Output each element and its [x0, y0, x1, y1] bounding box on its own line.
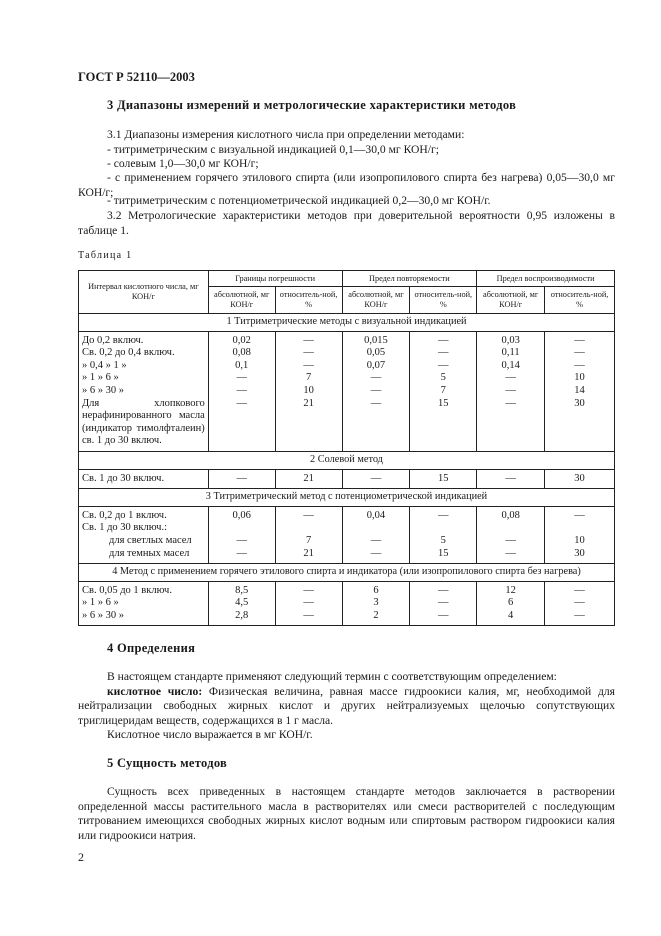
- section-row: [79, 314, 615, 332]
- value-cell: —: [342, 548, 410, 564]
- value-cell: [208, 522, 275, 535]
- value-cell: —: [275, 610, 342, 626]
- section-row: [79, 451, 615, 469]
- value-cell: —: [275, 331, 342, 347]
- table-caption: Таблица 1: [78, 250, 133, 261]
- list-item: - солевым 1,0—30,0 мг КОН/г;: [107, 157, 259, 171]
- value-cell: —: [275, 597, 342, 610]
- value-cell: —: [410, 360, 477, 373]
- paragraph-4-2: Кислотное число выражается в мг КОН/г.: [107, 728, 313, 742]
- value-cell: —: [545, 597, 615, 610]
- section-row: [79, 489, 615, 507]
- header-interval: Интервал кислотного числа, мг КОН/г: [79, 271, 209, 314]
- value-cell: 21: [275, 398, 342, 452]
- table-body: [79, 314, 615, 626]
- value-cell: —: [342, 385, 410, 398]
- table-row: [79, 548, 615, 564]
- value-cell: —: [208, 548, 275, 564]
- interval-cell: Для хлопкового нерафинированного масла (индикатор тимолфталеин) св. 1 до 30 включ.: [79, 398, 209, 452]
- value-cell: 14: [545, 385, 615, 398]
- value-cell: [342, 522, 410, 535]
- table-row: [79, 610, 615, 626]
- table-row: [79, 469, 615, 489]
- header-rel: относитель-ной, %: [410, 287, 477, 314]
- value-cell: 0,1: [208, 360, 275, 373]
- interval-cell: » 0,4 » 1 »: [79, 360, 209, 373]
- value-cell: 30: [545, 398, 615, 452]
- value-cell: 6: [477, 597, 545, 610]
- value-cell: —: [477, 469, 545, 489]
- table-row: [79, 331, 615, 347]
- table-row: [79, 581, 615, 597]
- value-cell: —: [477, 398, 545, 452]
- interval-cell: Св. 0,2 до 1 включ.: [79, 506, 209, 522]
- interval-cell: Св. 0,2 до 0,4 включ.: [79, 347, 209, 360]
- interval-cell: До 0,2 включ.: [79, 331, 209, 347]
- value-cell: —: [410, 506, 477, 522]
- interval-cell: » 6 » 30 »: [79, 610, 209, 626]
- table-row: [79, 535, 615, 548]
- section-4-title: 4 Определения: [107, 641, 196, 655]
- interval-cell: Св. 0,05 до 1 включ.: [79, 581, 209, 597]
- value-cell: [410, 522, 477, 535]
- table-row: [79, 360, 615, 373]
- table-row: [79, 597, 615, 610]
- value-cell: —: [342, 398, 410, 452]
- document-header: ГОСТ Р 52110—2003: [78, 70, 195, 84]
- page-number: 2: [78, 850, 84, 864]
- header-abs: абсолютной, мг КОН/г: [477, 287, 545, 314]
- value-cell: 0,05: [342, 347, 410, 360]
- value-cell: 10: [545, 372, 615, 385]
- value-cell: 4,5: [208, 597, 275, 610]
- value-cell: —: [208, 469, 275, 489]
- value-cell: 0,02: [208, 331, 275, 347]
- value-cell: 7: [275, 535, 342, 548]
- value-cell: —: [545, 506, 615, 522]
- paragraph-4-1: В настоящем стандарте применяют следующий термин с соответствующим определением:: [107, 670, 557, 683]
- value-cell: [545, 522, 615, 535]
- value-cell: —: [477, 548, 545, 564]
- value-cell: —: [410, 331, 477, 347]
- section-3-title: 3 Диапазоны измерений и метрологические характеристики методов: [107, 98, 517, 112]
- value-cell: 2: [342, 610, 410, 626]
- header-rel: относитель-ной, %: [275, 287, 342, 314]
- value-cell: —: [410, 581, 477, 597]
- value-cell: —: [342, 535, 410, 548]
- value-cell: 0,07: [342, 360, 410, 373]
- value-cell: 0,08: [208, 347, 275, 360]
- value-cell: 7: [410, 385, 477, 398]
- value-cell: 3: [342, 597, 410, 610]
- value-cell: 0,04: [342, 506, 410, 522]
- value-cell: —: [477, 385, 545, 398]
- section-5-title: 5 Сущность методов: [107, 756, 228, 770]
- value-cell: —: [545, 331, 615, 347]
- section-3-body: [107, 128, 615, 172]
- value-cell: 12: [477, 581, 545, 597]
- interval-cell: для темных масел: [79, 548, 209, 564]
- value-cell: 0,015: [342, 331, 410, 347]
- value-cell: —: [342, 469, 410, 489]
- table-row: [79, 506, 615, 522]
- list-item: - титриметрическим с потенциометрической индикацией 0,2—30,0 мг КОН/г.: [107, 194, 491, 207]
- section-title: 3 Титриметрический метод с потенциометрической индикацией: [79, 489, 615, 507]
- interval-cell: » 1 » 6 »: [79, 597, 209, 610]
- value-cell: 0,06: [208, 506, 275, 522]
- value-cell: 21: [275, 548, 342, 564]
- section-4-body: [78, 670, 615, 743]
- value-cell: 30: [545, 469, 615, 489]
- value-cell: —: [275, 347, 342, 360]
- value-cell: [477, 522, 545, 535]
- paragraph-3-2: 3.2 Метрологические характеристики методов при доверительной вероятности 0,95 изложены в таблице 1.: [78, 209, 615, 237]
- list-item: - с применением горячего этилового спирта (или изопропилового спирта без нагрева) 0,05—30,0 мг КОН/г;: [78, 171, 615, 199]
- value-cell: 15: [410, 469, 477, 489]
- section-title: 2 Солевой метод: [79, 451, 615, 469]
- section-row: [79, 564, 615, 582]
- table-row: [79, 372, 615, 385]
- header-abs: абсолютной, мг КОН/г: [342, 287, 410, 314]
- value-cell: 21: [275, 469, 342, 489]
- value-cell: 5: [410, 372, 477, 385]
- table-1: [78, 270, 615, 626]
- header-abs: абсолютной, мг КОН/г: [208, 287, 275, 314]
- term-definition: Физическая величина, равная массе гидроокиси калия, мг, необходимой для нейтрализации свободных жирных кислот и других нейтрализуемых щелочью сопутствующих триглицеридам веществ, содержащихся в 1 г масла.: [78, 684, 615, 727]
- interval-cell: для светлых масел: [79, 535, 209, 548]
- header-group-error: Границы погрешности: [208, 271, 342, 287]
- value-cell: —: [275, 360, 342, 373]
- value-cell: 2,8: [208, 610, 275, 626]
- value-cell: —: [208, 398, 275, 452]
- paragraph-3-1: 3.1 Диапазоны измерения кислотного числа при определении методами:: [107, 128, 465, 141]
- value-cell: —: [545, 347, 615, 360]
- value-cell: 4: [477, 610, 545, 626]
- value-cell: 15: [410, 398, 477, 452]
- value-cell: —: [208, 372, 275, 385]
- value-cell: 0,14: [477, 360, 545, 373]
- value-cell: 0,11: [477, 347, 545, 360]
- value-cell: 0,08: [477, 506, 545, 522]
- value-cell: —: [410, 347, 477, 360]
- value-cell: 10: [275, 385, 342, 398]
- interval-cell: Св. 1 до 30 включ.:: [79, 522, 209, 535]
- section-title: 4 Метод с применением горячего этилового спирта и индикатора (или изопропилового спирта без нагрева): [79, 564, 615, 582]
- value-cell: 7: [275, 372, 342, 385]
- value-cell: —: [208, 535, 275, 548]
- header-group-reproducibility: Предел воспроизводимости: [477, 271, 615, 287]
- definition: [78, 685, 615, 729]
- value-cell: 6: [342, 581, 410, 597]
- header-rel: относитель-ной, %: [545, 287, 615, 314]
- value-cell: [275, 522, 342, 535]
- value-cell: —: [545, 360, 615, 373]
- value-cell: 30: [545, 548, 615, 564]
- table-row: [79, 385, 615, 398]
- value-cell: 5: [410, 535, 477, 548]
- value-cell: —: [410, 610, 477, 626]
- value-cell: —: [477, 535, 545, 548]
- interval-cell: » 1 » 6 »: [79, 372, 209, 385]
- value-cell: 10: [545, 535, 615, 548]
- value-cell: —: [208, 385, 275, 398]
- table-row: [79, 522, 615, 535]
- header-group-repeatability: Предел повторяемости: [342, 271, 477, 287]
- value-cell: 15: [410, 548, 477, 564]
- value-cell: —: [410, 597, 477, 610]
- value-cell: —: [545, 610, 615, 626]
- value-cell: —: [275, 581, 342, 597]
- value-cell: —: [342, 372, 410, 385]
- value-cell: 0,03: [477, 331, 545, 347]
- value-cell: —: [545, 581, 615, 597]
- list-item: - титриметрическим с визуальной индикацией 0,1—30,0 мг КОН/г;: [107, 142, 439, 156]
- interval-cell: » 6 » 30 »: [79, 385, 209, 398]
- section-5-body: Сущность всех приведенных в настоящем стандарте методов заключается в растворении определенной массы растительного масла в растворителях или смеси растворителей с последующим титрованием имеющихся свободных жирных кислот водным или спиртовым раствором гидроокиси калия или гидроокиси натрия.: [78, 785, 615, 842]
- section-title: 1 Титриметрические методы с визуальной индикацией: [79, 314, 615, 332]
- value-cell: —: [275, 506, 342, 522]
- term: кислотное число:: [107, 684, 203, 698]
- table-row: [79, 347, 615, 360]
- table-row: [79, 398, 615, 452]
- interval-cell: Св. 1 до 30 включ.: [79, 469, 209, 489]
- value-cell: —: [477, 372, 545, 385]
- value-cell: 8,5: [208, 581, 275, 597]
